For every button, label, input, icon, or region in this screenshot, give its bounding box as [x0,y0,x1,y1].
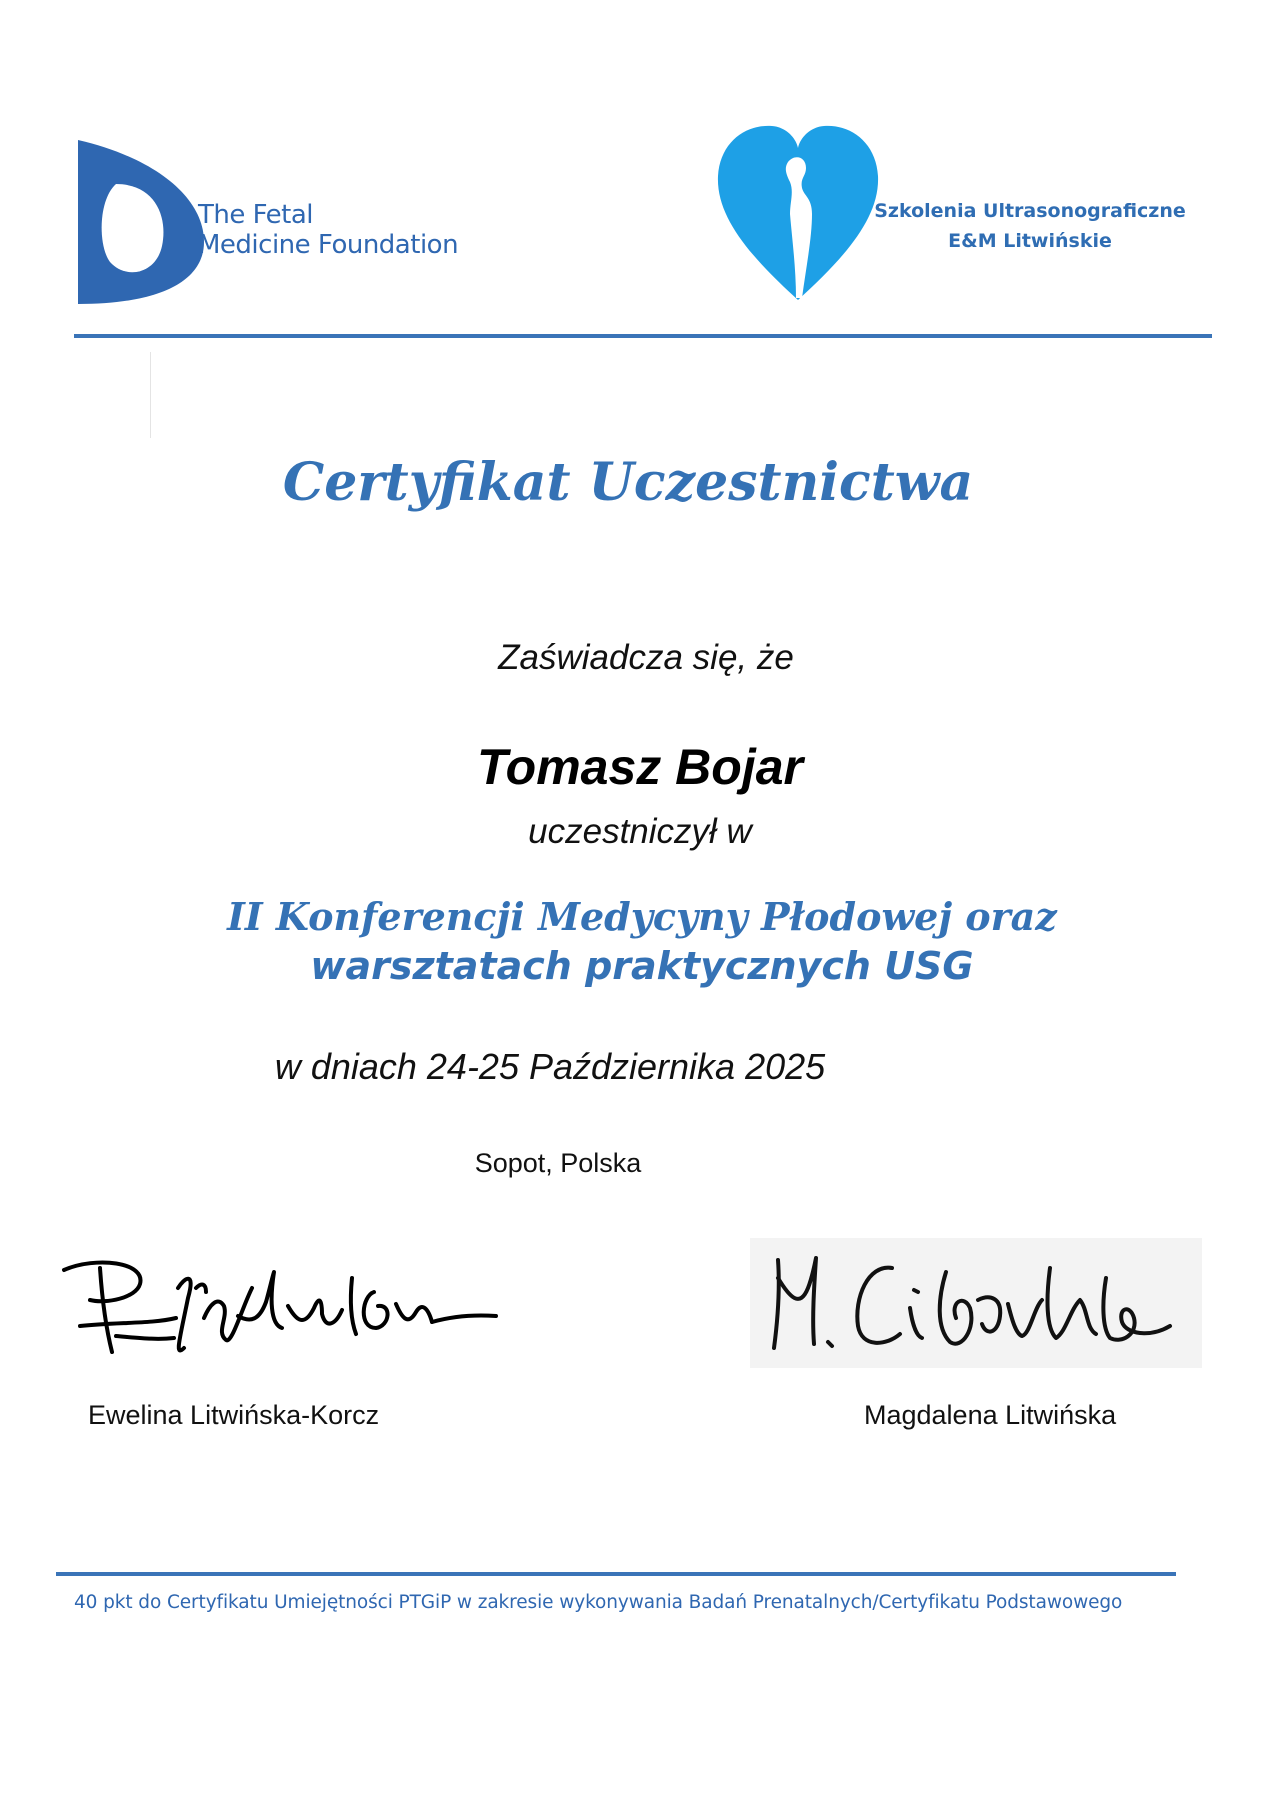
heart-pregnancy-icon [712,118,884,306]
event-title-line2: warsztatach praktycznych USG [310,944,974,988]
footer-divider [56,1572,1176,1576]
fmf-logo-line1: The Fetal [198,200,314,230]
header-divider [74,334,1212,338]
szkolenia-logo-text [860,196,1200,256]
signature-left [56,1248,506,1368]
certificate-title: Certyfikat Uczestnictwa [282,452,974,513]
certificate-intro: Zaświadcza się, że [498,638,794,677]
event-location: Sopot, Polska [474,1148,642,1178]
signature-right [750,1238,1202,1368]
signer-right-name: Magdalena Litwińska [864,1400,1117,1430]
fmf-logo-text [198,200,458,260]
heart-logo [712,118,884,306]
event-title-line1: II Konferencji Medycyny Płodowej oraz [227,894,1057,939]
fmf-logo-line2: Medicine Foundation [198,230,459,260]
participation-text: uczestniczył w [528,812,752,851]
fmf-d-mark-icon [76,138,206,306]
signer-left-name: Ewelina Litwińska-Korcz [88,1400,380,1430]
recipient-name: Tomasz Bojar [476,739,803,795]
faint-margin-line [150,352,151,438]
szkolenia-logo-line1: Szkolenia Ultrasonograficzne [874,200,1186,222]
event-dates: w dniach 24-25 Października 2025 [274,1046,826,1087]
szkolenia-logo-line2: E&M Litwińskie [948,230,1112,252]
footer-note: 40 pkt do Certyfikatu Umiejętności PTGiP w zakresie wykonywania Badań Prenatalnych/Certyfikatu Podstawowego [74,1592,1123,1613]
